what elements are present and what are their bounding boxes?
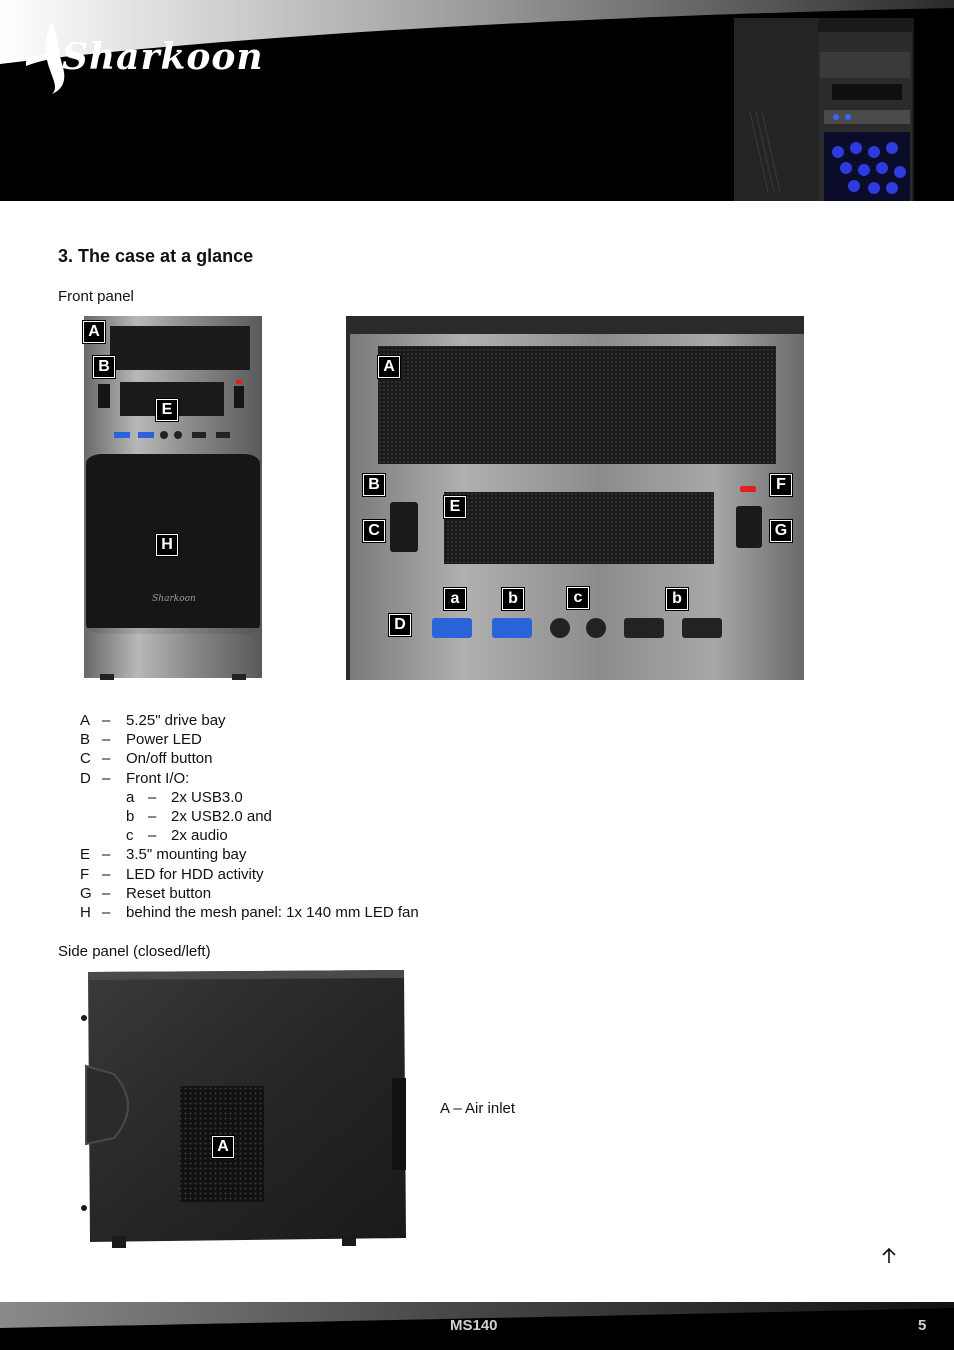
tag-label: E [156, 399, 178, 421]
tag-label: D [389, 614, 411, 636]
front-panel-heading: Front panel [58, 288, 134, 305]
arrow-up-icon[interactable] [879, 1246, 899, 1266]
brand-name: Sharkoon [62, 36, 264, 78]
tag-label: a [444, 588, 466, 610]
tag-label: b [502, 588, 524, 610]
front-io-illustration [346, 316, 806, 680]
tag-label: B [93, 356, 115, 378]
tag-label: A [83, 321, 105, 343]
side-case-illustration [78, 966, 410, 1250]
side-panel-heading: Side panel (closed/left) [58, 943, 211, 960]
page-number: 5 [918, 1317, 927, 1334]
tag-label: b [666, 588, 688, 610]
tag-label: H [156, 534, 178, 556]
footer-model: MS140 [450, 1317, 498, 1334]
tag-label: C [363, 520, 385, 542]
mesh-logo-text: Sharkoon [152, 594, 196, 604]
pc-tower-photo [728, 12, 918, 201]
front-io-closeup-photo [346, 316, 806, 680]
section-title: 3. The case at a glance [58, 246, 254, 266]
tag-label: A [378, 356, 400, 378]
page-header [0, 0, 954, 201]
side-panel-photo [78, 966, 410, 1250]
tag-label: G [770, 520, 792, 542]
page-footer [0, 1302, 954, 1350]
side-panel-caption: A – Air inlet [440, 1100, 516, 1117]
tag-label: B [363, 474, 385, 496]
front-panel-photo [80, 314, 266, 682]
tag-label: F [770, 474, 792, 496]
tag-label: E [444, 496, 466, 518]
tag-label: A [212, 1136, 234, 1158]
tag-label: c [567, 587, 589, 609]
